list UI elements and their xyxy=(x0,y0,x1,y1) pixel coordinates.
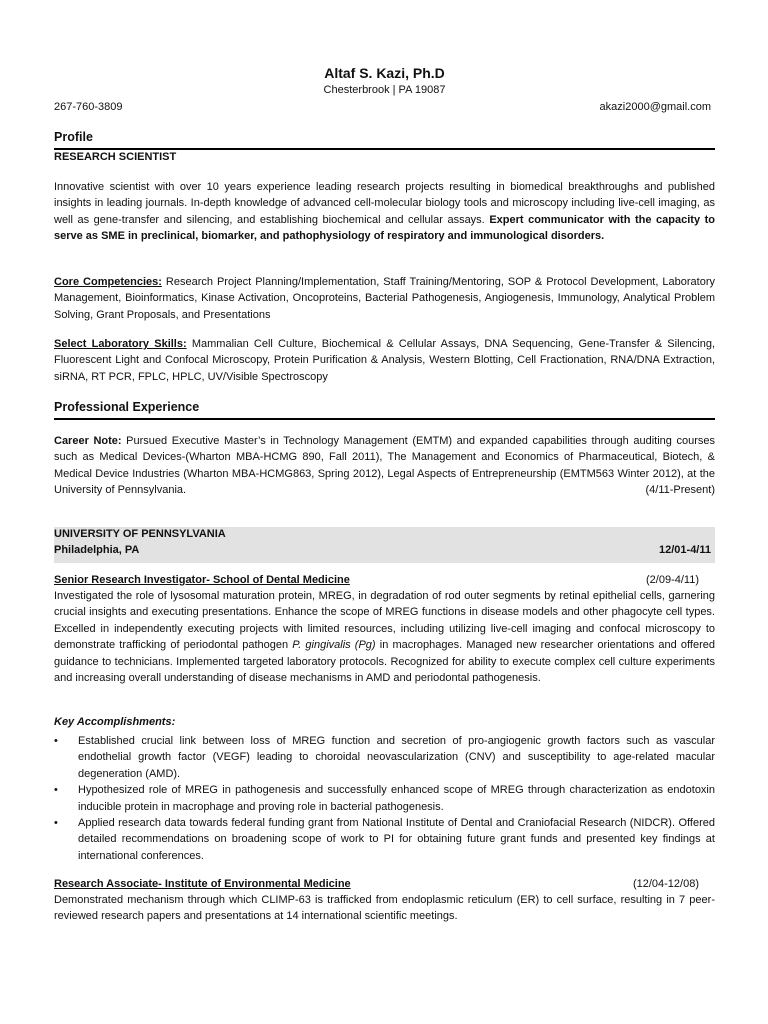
lab-skills-label: Select Laboratory Skills: xyxy=(54,338,187,350)
role-research-associate xyxy=(54,878,715,890)
lab-skills-text: Mammalian Cell Culture, Biochemical & Cellular Assays, DNA Sequencing, Gene-Transfer & Silencing, Fluorescent Light and Confocal Microscopy, Protein Purification & Analysis, Western Blotting, Cell Fractionation, RNA/DNA Extraction, siRNA, RT PCR, FPLC, HPLC, UV/Visible Spectroscopy xyxy=(54,338,716,383)
list-item xyxy=(54,815,715,864)
bullet-icon: • xyxy=(54,784,58,797)
accomplishment-list xyxy=(54,733,715,864)
role-description xyxy=(54,892,715,925)
core-competencies-text: Research Project Planning/Implementation, Staff Training/Mentoring, SOP & Protocol Development, Laboratory Management, Bioinformatics, Kinase Activation, Oncoproteins, Bacterial Pathogenesis, Angiogenesis, Immunology, Analytical Problem Solving, Grant Proposals, and Presentations xyxy=(54,276,715,321)
career-note xyxy=(54,433,715,499)
candidate-name: Altaf S. Kazi, Ph.D xyxy=(324,65,445,81)
employer-dates: 12/01-4/11 xyxy=(659,544,711,556)
role-title: Research Associate- Institute of Environmental Medicine xyxy=(54,878,351,890)
employer-bar xyxy=(54,527,715,563)
experience-heading: Professional Experience xyxy=(54,400,200,414)
experience-divider xyxy=(54,418,715,420)
role-dates: (2/09-4/11) xyxy=(646,574,699,586)
core-competencies-label: Core Competencies: xyxy=(54,276,162,288)
career-note-dates: (4/11-Present) xyxy=(645,484,715,497)
employer-name: UNIVERSITY OF PENNSYLVANIA xyxy=(54,528,226,540)
role-description-text: Investigated the role of lysosomal maturation protein, MREG, in degradation of rod outer segments by retinal epithelial cells, garnering crucial insights and executing presentations. Enhance the scope of MREG functions in disease models and other phagocyte cell types. Excelled in independently executing projects with limited resources, including utilizing live-cell imaging and confocal microscopy to demonstrate trafficking of periodontal pathogen xyxy=(54,590,715,652)
bullet-icon: • xyxy=(54,735,58,747)
profile-subtitle: RESEARCH SCIENTIST xyxy=(54,151,177,163)
list-item xyxy=(54,733,715,782)
lab-skills xyxy=(54,336,715,385)
phone-number: 267-760-3809 xyxy=(54,101,123,113)
role-senior-investigator xyxy=(54,574,715,586)
career-note-text: Pursued Executive Master’s in Technology Management (EMTM) and expanded capabilities through auditing courses such as Medical Devices-(Wharton MBA-HCMG 890, Fall 2011), The Management and Economics of Pharmaceutical, Biotech, & Medical Device Industries (Wharton MBA-HCMG863, Spring 2012), Legal Aspects of Entrepreneurship (EMTM563 Winter 2012), at the University of Pennsylvania. xyxy=(54,435,715,497)
core-competencies xyxy=(54,274,715,323)
career-note-label: Career Note: xyxy=(54,435,122,447)
profile-summary xyxy=(54,179,715,245)
role-description-text-cont: in macrophages. Managed new researcher orientations and offered guidance to technicians. Implemented targeted laboratory protocols. Recognized for ability to execute complex cell culture experiments and increasing overall understanding of disease mechanisms in AMD and periodontal pathogenesis. xyxy=(54,639,715,685)
profile-heading: Profile xyxy=(54,130,93,144)
key-accomplishments-heading: Key Accomplishments: xyxy=(54,716,176,728)
accomplishment-text: Hypothesized role of MREG in pathogenesis and successfully enhanced scope of MREG through characterization as endotoxin inducible protein in macrophage and proving role in bacterial pathogenesis. xyxy=(78,784,715,813)
role-description xyxy=(54,588,715,686)
pathogen-name: P. gingivalis (Pg) xyxy=(292,639,376,652)
accomplishment-text: Applied research data towards federal funding grant from National Institute of Dental and Craniofacial Research (NIDCR). Offered detailed recommendations on broadening scope of work to PI for obtaining future grant funds and presented key findings at international conferences. xyxy=(78,817,715,862)
bullet-icon: • xyxy=(54,817,58,830)
accomplishment-text: Established crucial link between loss of MREG function and secretion of pro-angiogenic growth factors such as vascular endothelial growth factor (VEGF) leading to choroidal neovascularization (CNV) and susceptibility to age-related macular degeneration (AMD). xyxy=(78,735,715,780)
employer-location: Philadelphia, PA xyxy=(54,544,140,556)
profile-summary-bold: Expert communicator with the capacity to serve as SME in preclinical, biomarker, and pathophysiology of respiratory and immunological disorders. xyxy=(54,213,715,243)
address: Chesterbrook | PA 19087 xyxy=(323,84,446,96)
role-title: Senior Research Investigator- School of Dental Medicine xyxy=(54,574,350,586)
email-address[interactable]: akazi2000@gmail.com xyxy=(599,101,711,113)
role-dates: (12/04-12/08) xyxy=(632,878,699,890)
role-description-text: Demonstrated mechanism through which CLIMP-63 is trafficked from endoplasmic reticulum (ER) to cell surface, resulting in 7 peer-reviewed research papers and presentations at 14 international scientific meetings. xyxy=(54,894,715,923)
profile-divider xyxy=(54,148,715,150)
profile-summary-text: Innovative scientist with over 10 years experience leading research projects resulting in biomedical breakthroughs and published insights in leading journals. In-depth knowledge of advanced cell-molecular biology tools and microscopy including live-cell imaging, as well as gene-transfer and silencing, and establishing biochemical and cellular assays. xyxy=(54,181,715,226)
list-item xyxy=(54,782,715,815)
